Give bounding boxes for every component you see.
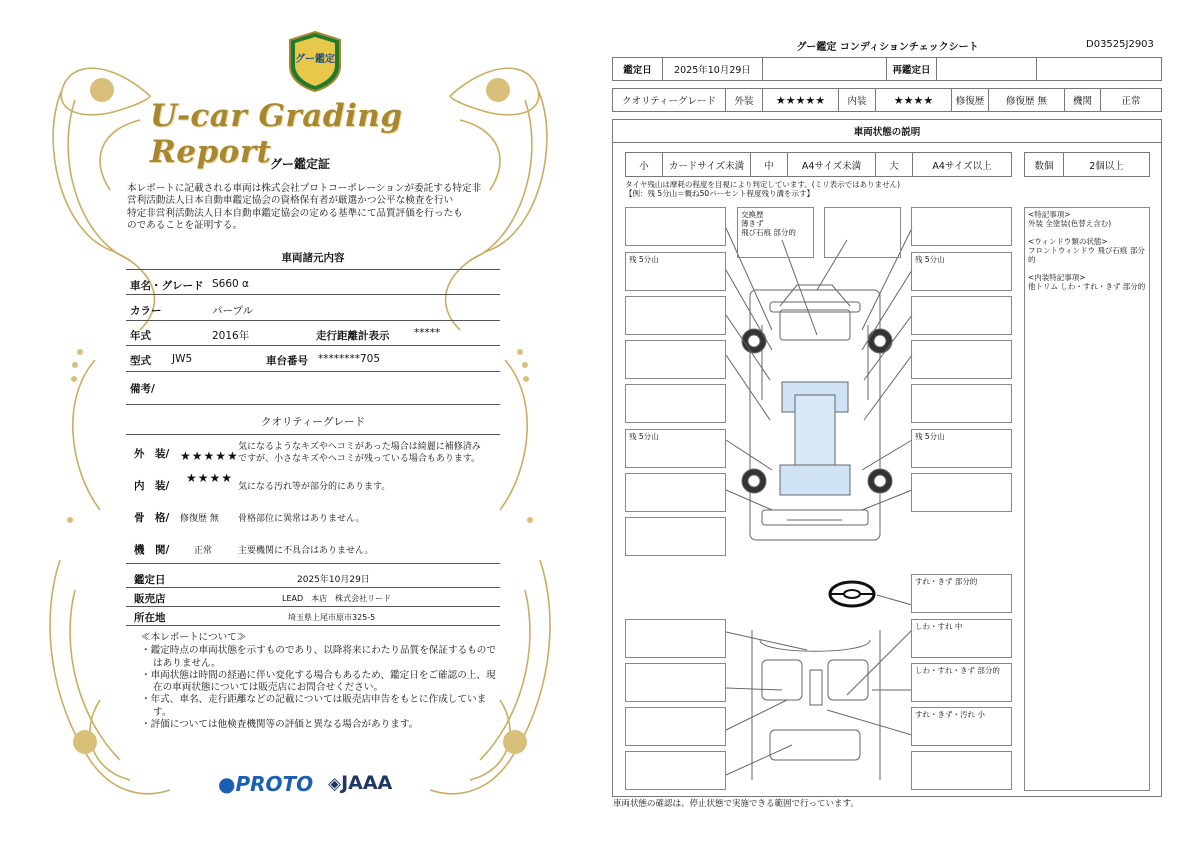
interior-label: 内 装/ [134,480,170,492]
special-notes [1024,207,1150,791]
tire-rear-left-value: 残 5分山 [629,432,659,441]
interior-note: 気になる汚れ等が部分的にあります。 [238,482,391,492]
name-label: 車名・グレード [130,280,204,292]
damage-box [625,663,726,702]
size-small-desc: カードサイズ未満 [662,152,751,177]
address-label: 所在地 [134,612,166,624]
engine-label: 機関 [1064,88,1101,112]
engine-value: 正常 [194,546,213,556]
condition-heading: 車両状態の説明 [612,119,1162,143]
size-large-desc: A4サイズ以上 [912,152,1012,177]
redate-label: 再鑑定日 [886,57,937,81]
interior-note: しわ・すれ・きず 部分的 [915,666,1000,675]
front-damage-line: 交換歴 [741,210,764,219]
jaaa-logo [328,772,392,794]
special-note-spacer [1028,228,1146,237]
divider [126,404,500,405]
special-note-line: フロントウィンドウ 飛び石痕 部分的 [1028,246,1145,264]
proto-mark-icon: ● [218,772,236,796]
size-small: 小 [625,152,663,177]
jaaa-logo-text: JAAA [341,772,393,794]
interior-note: すれ・きず・汚れ 小 [915,710,985,719]
size-mid: 中 [750,152,788,177]
special-note-spacer [1028,264,1146,273]
color-value: パープル [212,305,254,317]
intro-line: 本レポートに記載される車両は株式会社プロトコーポレーションが委託する特定非 [127,183,482,194]
damage-box [911,207,1012,246]
size-mid-desc: A4サイズ未満 [787,152,876,177]
front-damage-line: 飛び石痕 部分的 [741,228,796,237]
special-note-line: <特記事項> [1028,210,1071,219]
sheet-footer: 車両状態の確認は、停止状態で実施できる範囲で行っています。 [613,799,859,809]
damage-box [911,751,1012,790]
divider [126,345,500,346]
interior-note: しわ・すれ 中 [915,622,963,631]
doc-id: D03525J2903 [1086,39,1154,50]
year-label: 年式 [130,330,151,342]
count-label: 数個 [1024,152,1064,177]
divider [126,563,500,564]
note-item: ・鑑定時点の車両状態を示すものであり、以降将来にわたり品質を保証するものではありません。 [141,645,496,669]
divider [126,269,500,270]
repair-label: 修復歴 [951,88,989,112]
interior-note-box [911,619,1012,658]
damage-box [911,384,1012,423]
chassis-label: 車台番号 [266,355,308,367]
color-label: カラー [130,305,162,317]
model-label: 型式 [130,355,151,367]
exterior-note [238,441,481,465]
interior-note-box [911,707,1012,746]
notes-heading: ≪本レポートについて≫ [141,632,247,643]
proto-logo [218,772,313,796]
intro-line: 特定非営利活動法人日本自動車鑑定協会の定める基準にて品質評価を行ったも [127,207,463,219]
redate-value [936,57,1037,81]
divider [126,625,500,626]
date-value: 2025年10月29日 [297,575,370,585]
front-damage-box [737,207,814,258]
report-notes [141,632,501,731]
quality-heading: クオリティーグレード [261,416,365,428]
date-label: 鑑定日 [612,57,663,81]
exterior-note-line: 気になるようなキズやヘコミがあった場合は綺麗に補修済み [238,442,481,452]
tire-box-front-left [625,252,726,291]
jaaa-mark-icon: ◈ [328,774,342,794]
size-large: 大 [875,152,913,177]
divider [126,606,500,607]
empty-cell [1036,57,1162,81]
count-value: 2個以上 [1063,152,1150,177]
divider [126,434,500,435]
certificate-intro [127,183,497,232]
special-note-line: 外装 全塗装(色替え含む) [1028,219,1112,228]
frame-label: 骨 格/ [134,512,170,524]
tire-box-rear-left [625,429,726,468]
damage-box [625,296,726,335]
special-note-line: <内装特記事項> [1028,273,1086,282]
tire-box-front-right [911,252,1012,291]
date-value: 2025年10月29日 [662,57,763,81]
special-note-line: 他トリム しわ・すれ・きず 部分的 [1028,282,1146,291]
steering-note: すれ・きず 部分的 [915,577,978,586]
shop-value: LEAD 本店 株式会社リード [282,594,392,603]
engine-note: 主要機関に不具合はありません。 [238,546,374,556]
damage-box [625,619,726,658]
address-value: 埼玉県上尾市原市325-5 [288,613,376,622]
date-label: 鑑定日 [134,574,166,586]
front-damage-line: 薄きず [741,219,764,228]
goo-kantei-logo [286,30,344,92]
note-item: ・評価については他検査機関等の評価と異なる場合があります。 [141,719,419,731]
damage-box [911,296,1012,335]
chassis-value: ********705 [318,353,381,365]
logo-text: グー鑑定 [295,54,335,65]
model-value: JW5 [172,353,193,365]
remarks-label: 備考/ [130,383,155,395]
ext-label: 外装 [725,88,763,112]
divider [126,320,500,321]
steering-note-box [911,574,1012,613]
note-item: ・年式、車名、走行距離などの記載については販売店申告をもとに作成しています。 [141,694,487,718]
int-label: 内装 [838,88,876,112]
tire-example: 【例：残 5分山＝概ね50パーセント程度残り溝を示す】 [625,189,815,198]
int-stars: ★★★★ [875,88,952,112]
engine-label: 機 関/ [134,544,170,556]
ext-stars: ★★★★★ [762,88,839,112]
sheet-title: グー鑑定 コンディションチェックシート [796,42,979,53]
tire-front-left-value: 残 5分山 [629,255,659,264]
damage-box [911,473,1012,512]
damage-box [625,384,726,423]
damage-box [625,707,726,746]
frame-note: 骨格部位に異常はありません。 [238,514,365,524]
spec-heading: 車両諸元内容 [281,252,345,264]
mileage-label: 走行距離計表示 [316,330,390,342]
empty-cell [762,57,887,81]
divider [126,371,500,372]
damage-box [911,340,1012,379]
special-note-line: <ウィンドウ類の状態> [1028,237,1108,246]
damage-box [824,207,901,258]
shop-label: 販売店 [134,593,166,605]
interior-note-box [911,663,1012,702]
certificate-heading: グー鑑定証 [269,157,330,171]
tire-note: タイヤ残山は摩耗の程度を目視により判定しています。(ミリ表示ではありません) [625,180,901,189]
year-value: 2016年 [212,330,250,342]
engine-value: 正常 [1100,88,1162,112]
interior-stars: ★★★★ [186,471,234,485]
frame-value: 修復歴 無 [180,514,219,524]
exterior-stars: ★★★★★ [180,449,239,463]
report-title: U-car Grading Report [150,98,403,170]
intro-line: のであることを証明する。 [127,219,243,231]
tire-front-right-value: 残 5分山 [915,255,945,264]
intro-line: 営利活動法人日本自動車鑑定協会の資格保有者が厳選かつ公平な検査を行い [127,195,454,207]
exterior-label: 外 装/ [134,448,170,460]
damage-box [625,207,726,246]
tire-box-rear-right [911,429,1012,468]
steering-wheel-icon [830,582,874,606]
exterior-note-line: ですが、小さなキズやヘコミが残っている場合もあります。 [238,454,481,464]
damage-box [625,340,726,379]
tire-rear-right-value: 残 5分山 [915,432,945,441]
divider [126,587,500,588]
mileage-value: ***** [414,327,441,339]
repair-value: 修復歴 無 [988,88,1065,112]
divider [126,294,500,295]
damage-box [625,751,726,790]
note-item: ・車両状態は時間の経過に伴い変化する場合もあるため、鑑定日をご確認の上、現在の車両状態については販売店にお問合せください。 [141,669,496,694]
damage-box [625,473,726,512]
proto-logo-text: PROTO [235,772,314,796]
damage-box [625,517,726,556]
name-value: S660 α [212,278,249,290]
quality-label: クオリティーグレード [612,88,726,112]
